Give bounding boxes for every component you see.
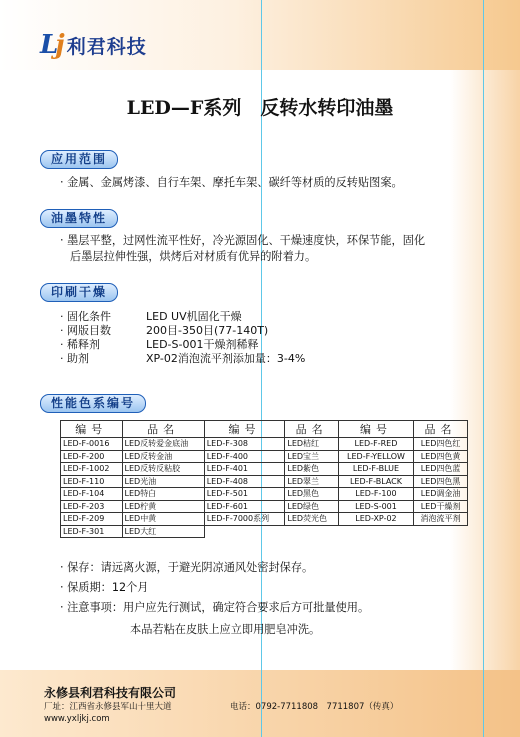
drying-row: · 网版目数 200目-350目(77-140T)	[60, 324, 269, 337]
table-cell: 消泡流平剂	[414, 513, 468, 526]
table-cell	[338, 525, 413, 538]
table-cell: LED-F-RED	[338, 438, 413, 451]
table-cell: LED-F-400	[204, 450, 285, 463]
table-cell: LED反转反粘胶	[122, 463, 204, 476]
side-band	[450, 70, 520, 670]
product-table	[60, 420, 468, 538]
table-cell: LED四色黑	[414, 475, 468, 488]
table-cell: LED-F-7000系列	[204, 513, 285, 526]
table-row	[61, 438, 468, 451]
table-cell: LED大红	[122, 525, 204, 538]
column-header: 品名	[285, 421, 338, 438]
table-cell	[285, 525, 338, 538]
company-logo	[40, 30, 147, 60]
table-cell: LED干燥剂	[414, 500, 468, 513]
section-colors-heading: 性能色系编号	[40, 394, 146, 413]
column-header: 品名	[414, 421, 468, 438]
section-usage-heading: 应用范围	[40, 150, 118, 169]
table-row	[61, 513, 468, 526]
table-cell: LED黑色	[285, 488, 338, 501]
drying-row: · 助剂 XP-02消泡流平剂添加量：3-4%	[60, 352, 306, 365]
column-header: 品名	[122, 421, 204, 438]
footer-website: www.yxljkj.com	[44, 714, 110, 724]
table-cell: LED荧光色	[285, 513, 338, 526]
table-cell: LED-F-BLACK	[338, 475, 413, 488]
table-header-row	[61, 421, 468, 438]
logo-mark: Lj	[40, 30, 62, 60]
table-cell: LED桔红	[285, 438, 338, 451]
table-cell: LED-F-308	[204, 438, 285, 451]
table-cell: LED-F-110	[61, 475, 123, 488]
table-cell: LED翠兰	[285, 475, 338, 488]
table-row	[61, 488, 468, 501]
table-cell: LED-F-209	[61, 513, 123, 526]
column-header: 编号	[61, 421, 123, 438]
note-storage: · 保存：请远离火源，于避光阴凉通风处密封保存。	[60, 561, 314, 574]
table-cell: LED四色红	[414, 438, 468, 451]
table-cell: LED-F-501	[204, 488, 285, 501]
table-cell: LED绿色	[285, 500, 338, 513]
drying-row: · 固化条件 LED UV机固化干燥	[60, 310, 242, 323]
table-cell: LED光油	[122, 475, 204, 488]
table-cell: LED-F-100	[338, 488, 413, 501]
table-cell: LED-F-1002	[61, 463, 123, 476]
footer-address: 厂址：江西省永修县军山十里大道	[44, 702, 172, 712]
table-cell: LED特白	[122, 488, 204, 501]
table-cell: LED-F-BLUE	[338, 463, 413, 476]
table-cell: LED-F-200	[61, 450, 123, 463]
table-row	[61, 463, 468, 476]
table-cell: LED四色黄	[414, 450, 468, 463]
table-cell: LED-F-203	[61, 500, 123, 513]
usage-text: · 金属、金属烤漆、自行车架、摩托车架、碳纤等材质的反转贴图案。	[60, 176, 403, 189]
section-drying-heading: 印刷干燥	[40, 283, 118, 302]
table-cell: LED调金油	[414, 488, 468, 501]
footer-company: 永修县利君科技有限公司	[44, 686, 177, 700]
note-caution: · 注意事项：用户应先行测试，确定符合要求后方可批量使用。	[60, 601, 370, 614]
drying-row: · 稀释剂 LED-S-001干燥剂稀释	[60, 338, 259, 351]
column-header: 编号	[204, 421, 285, 438]
table-cell: LED-F-408	[204, 475, 285, 488]
table-cell: LED-F-104	[61, 488, 123, 501]
features-text-line2: 后墨层拉伸性强，烘烤后对材质有优异的附着力。	[70, 250, 317, 263]
table-cell: LED宝兰	[285, 450, 338, 463]
table-cell: LED-XP-02	[338, 513, 413, 526]
table-cell: LED反转金油	[122, 450, 204, 463]
table-row	[61, 500, 468, 513]
note-shelf-life: · 保质期：12个月	[60, 581, 149, 594]
table-cell: LED紫色	[285, 463, 338, 476]
note-skin-contact: 本品若粘在皮肤上应立即用肥皂冲洗。	[130, 623, 321, 636]
table-cell: LED柠黄	[122, 500, 204, 513]
table-cell: LED-F-401	[204, 463, 285, 476]
features-text-line1: · 墨层平整，过网性流平性好，冷光源固化、干燥速度快，环保节能，固化	[60, 234, 426, 247]
table-cell: LED中黄	[122, 513, 204, 526]
footer-phone: 电话：0792-7711808 7711807（传真）	[230, 702, 399, 712]
table-cell: LED-F-0016	[61, 438, 123, 451]
column-header: 编号	[338, 421, 413, 438]
logo-name: 利君科技	[66, 35, 147, 58]
table-cell: LED-F-301	[61, 525, 123, 538]
table-cell	[204, 525, 285, 538]
section-features-heading: 油墨特性	[40, 209, 118, 228]
table-cell: LED四色蓝	[414, 463, 468, 476]
table-cell: LED-F-601	[204, 500, 285, 513]
table-row	[61, 525, 468, 538]
table-row	[61, 475, 468, 488]
table-cell	[414, 525, 468, 538]
table-row	[61, 450, 468, 463]
table-cell: LED反转爱金底油	[122, 438, 204, 451]
page-title: LED—F系列 反转水转印油墨	[126, 97, 394, 119]
table-cell: LED-F-YELLOW	[338, 450, 413, 463]
table-cell: LED-S-001	[338, 500, 413, 513]
